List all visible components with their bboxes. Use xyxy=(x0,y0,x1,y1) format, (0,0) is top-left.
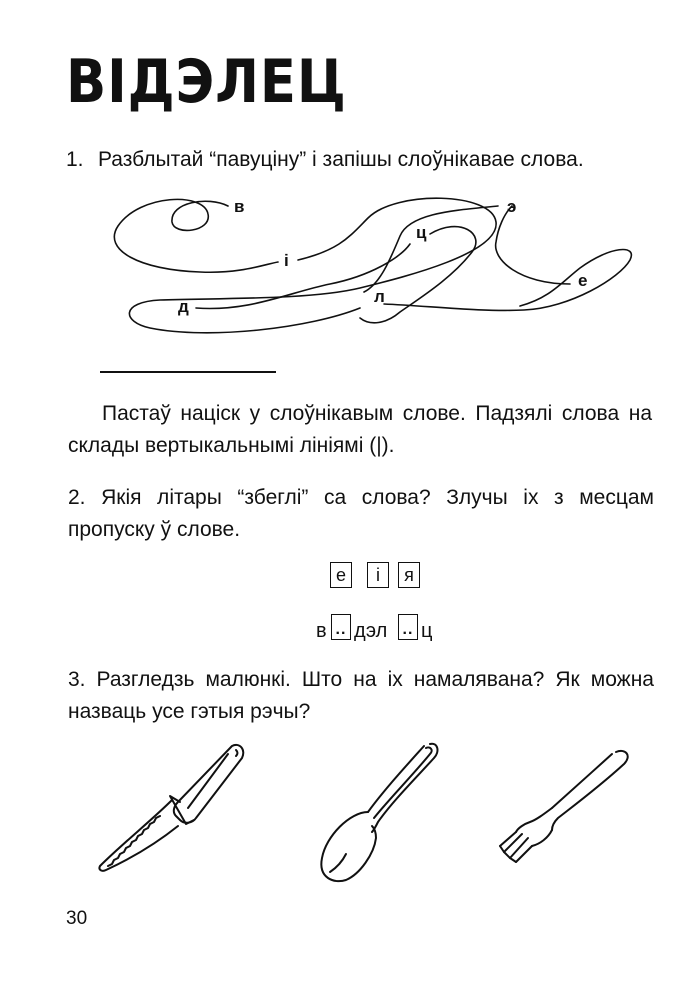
letter-box[interactable]: і xyxy=(367,562,389,588)
web-thread-l xyxy=(384,250,631,311)
web-letter: і xyxy=(284,251,289,270)
gap-box[interactable]: .. xyxy=(331,614,351,640)
task-3-line-1: 3. Разгледзь малюнкі. Што на іх намалявана? Як можна xyxy=(68,668,654,691)
task-1-text: Разблытай “павуціну” і запішы слоўнікавае слова. xyxy=(98,148,584,171)
spoon-icon xyxy=(316,740,442,886)
web-letter: в xyxy=(234,197,245,216)
task-2-line-2: пропуску ў слове. xyxy=(68,518,241,541)
knife-icon xyxy=(92,740,252,876)
word-part: дэл xyxy=(354,620,388,642)
letter-web xyxy=(100,188,660,348)
task-2-line-1: 2. Якія літары “збеглі” са слова? Злучы іх з месцам xyxy=(68,486,654,509)
web-letter: э xyxy=(507,197,517,216)
web-letter: д xyxy=(178,297,189,316)
word-part: ц xyxy=(421,620,433,642)
web-letter: ц xyxy=(416,223,427,242)
letter-box[interactable]: я xyxy=(398,562,420,588)
task-1-number: 1. xyxy=(66,148,84,171)
gap-box[interactable]: .. xyxy=(398,614,418,640)
answer-line[interactable] xyxy=(100,371,276,373)
task-1-heading xyxy=(66,144,584,176)
page-title: ВІДЭЛЕЦ xyxy=(66,47,347,117)
web-thread-v xyxy=(114,199,278,272)
fork-icon xyxy=(496,746,634,870)
task-1-paragraph: Пастаў націск у слоўнікавым слове. Падзялі слова на склады вертыкальнымі лініямі (|). xyxy=(68,402,652,457)
page-number: 30 xyxy=(66,908,88,929)
task-3-line-2: назваць усе гэтыя рэчы? xyxy=(68,700,311,723)
web-letter: е xyxy=(578,271,588,290)
letter-box[interactable]: е xyxy=(330,562,352,588)
web-letter: л xyxy=(374,287,385,306)
word-part: в xyxy=(316,620,327,642)
web-thread-e xyxy=(364,206,498,292)
web-thread-ye xyxy=(496,206,570,284)
